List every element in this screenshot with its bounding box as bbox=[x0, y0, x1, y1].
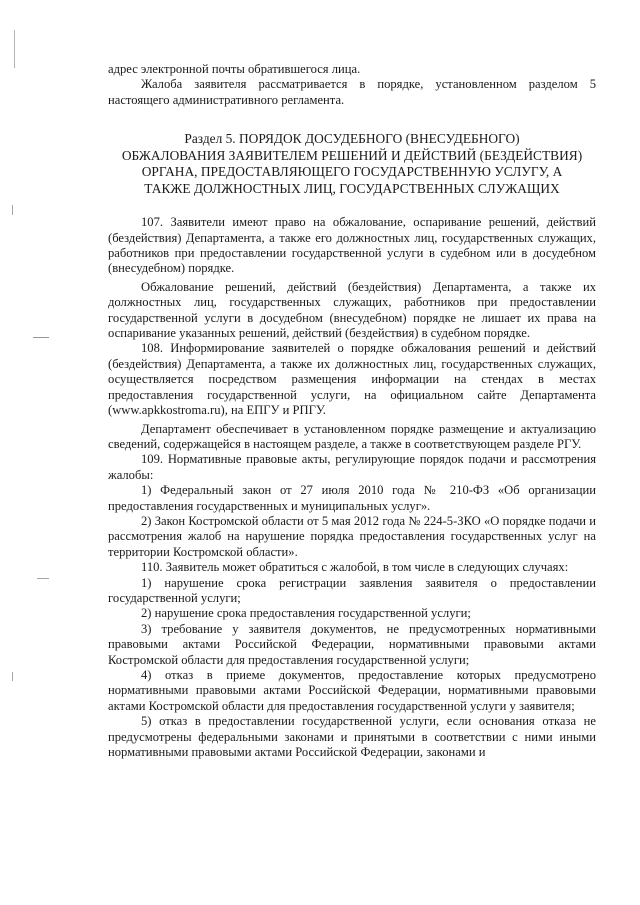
section-heading bbox=[108, 131, 596, 197]
scan-mark bbox=[14, 30, 15, 68]
heading-line: ОБЖАЛОВАНИЯ ЗАЯВИТЕЛЕМ РЕШЕНИЙ И ДЕЙСТВИЙ (БЕЗДЕЙСТВИЯ) bbox=[121, 147, 583, 163]
paragraph-108: 108. Информирование заявителей о порядке обжалования решений и действий (бездействия) Департамента, а также их должностных лиц, государственных служащих, осуществляется посредством размещения информации на стендах в местах предоставления государственной услуги, на официальном сайте Департамента (www.apkkostroma.ru), на ЕПГУ и РПГУ. bbox=[108, 341, 596, 418]
scan-mark bbox=[33, 337, 49, 338]
paragraph-110-item-2: 2) нарушение срока предоставления государственной услуги; bbox=[141, 606, 471, 621]
scan-mark bbox=[12, 205, 13, 215]
paragraph-109: 109. Нормативные правовые акты, регулирующие порядок подачи и рассмотрения жалобы: bbox=[108, 452, 596, 482]
paragraph-110-item-1: 1) нарушение срока регистрации заявления заявителя о предоставлении государственной услуги; bbox=[108, 575, 596, 605]
paragraph-107: 107. Заявители имеют право на обжалование, оспаривание решений, действий (бездействия) Департамента, а также его должностных лиц, государственных служащих, работников при предоставлении государственной услуги в судебном или в досудебном (внесудебном) порядке. bbox=[108, 215, 596, 276]
scan-mark bbox=[37, 578, 49, 579]
heading-line: ТАКЖЕ ДОЛЖНОСТНЫХ ЛИЦ, ГОСУДАРСТВЕННЫХ СЛУЖАЩИХ bbox=[144, 180, 560, 196]
heading-line: ОРГАНА, ПРЕДОСТАВЛЯЮЩЕГО ГОСУДАРСТВЕННУЮ УСЛУГУ, А bbox=[141, 164, 563, 180]
paragraph-110: 110. Заявитель может обратиться с жалобой, в том числе в следующих случаях: bbox=[141, 560, 569, 575]
paragraph-110-item-4: 4) отказ в приеме документов, предоставление которых предусмотрено нормативными правовыми актами Российской Федерации, нормативными правовыми актами Костромской области для предоставления государственной услуги у заявителя; bbox=[108, 668, 596, 713]
intro-line-1: адрес электронной почты обратившегося лица. bbox=[108, 62, 361, 76]
intro-line-2: Жалоба заявителя рассматривается в порядке, установленном разделом 5 настоящего административного регламента. bbox=[108, 77, 596, 107]
paragraph-107-appeal: Обжалование решений, действий (бездействия) Департамента, а также их должностных лиц, государственных служащих, работников при предоставлении государственной услуги в досудебном (внесудебном) порядке не лишает их права на оспаривание указанных решений, действий (бездействия) в судебном порядке. bbox=[108, 279, 596, 341]
paragraph-110-item-5: 5) отказ в предоставлении государственной услуги, если основания отказа не предусмотрены федеральными законами и принятыми в соответствии с ними иными нормативными правовыми актами Российской Федерации, законами и bbox=[108, 714, 596, 760]
document-page bbox=[108, 62, 596, 760]
scan-mark bbox=[12, 672, 13, 681]
paragraph-110-item-3: 3) требование у заявителя документов, не предусмотренных нормативными правовыми актами Российской Федерации, нормативными правовыми актами Костромской области для предоставления государственной услуги; bbox=[108, 621, 596, 667]
paragraph-109-item-1: 1) Федеральный закон от 27 июля 2010 года № 210-ФЗ «Об организации предоставления государственных и муниципальных услуг». bbox=[108, 483, 596, 513]
heading-line: Раздел 5. ПОРЯДОК ДОСУДЕБНОГО (ВНЕСУДЕБНОГО) bbox=[184, 131, 520, 147]
paragraph-108-department: Департамент обеспечивает в установленном порядке размещение и актуализацию сведений, содержащейся в настоящем разделе, а также в соответствующем разделе РГУ. bbox=[108, 421, 596, 451]
paragraph-109-item-2: 2) Закон Костромской области от 5 мая 2012 года № 224-5-ЗКО «О порядке подачи и рассмотрения жалоб на нарушение порядка предоставления государственных услуг на территории Костромской области». bbox=[108, 513, 596, 559]
